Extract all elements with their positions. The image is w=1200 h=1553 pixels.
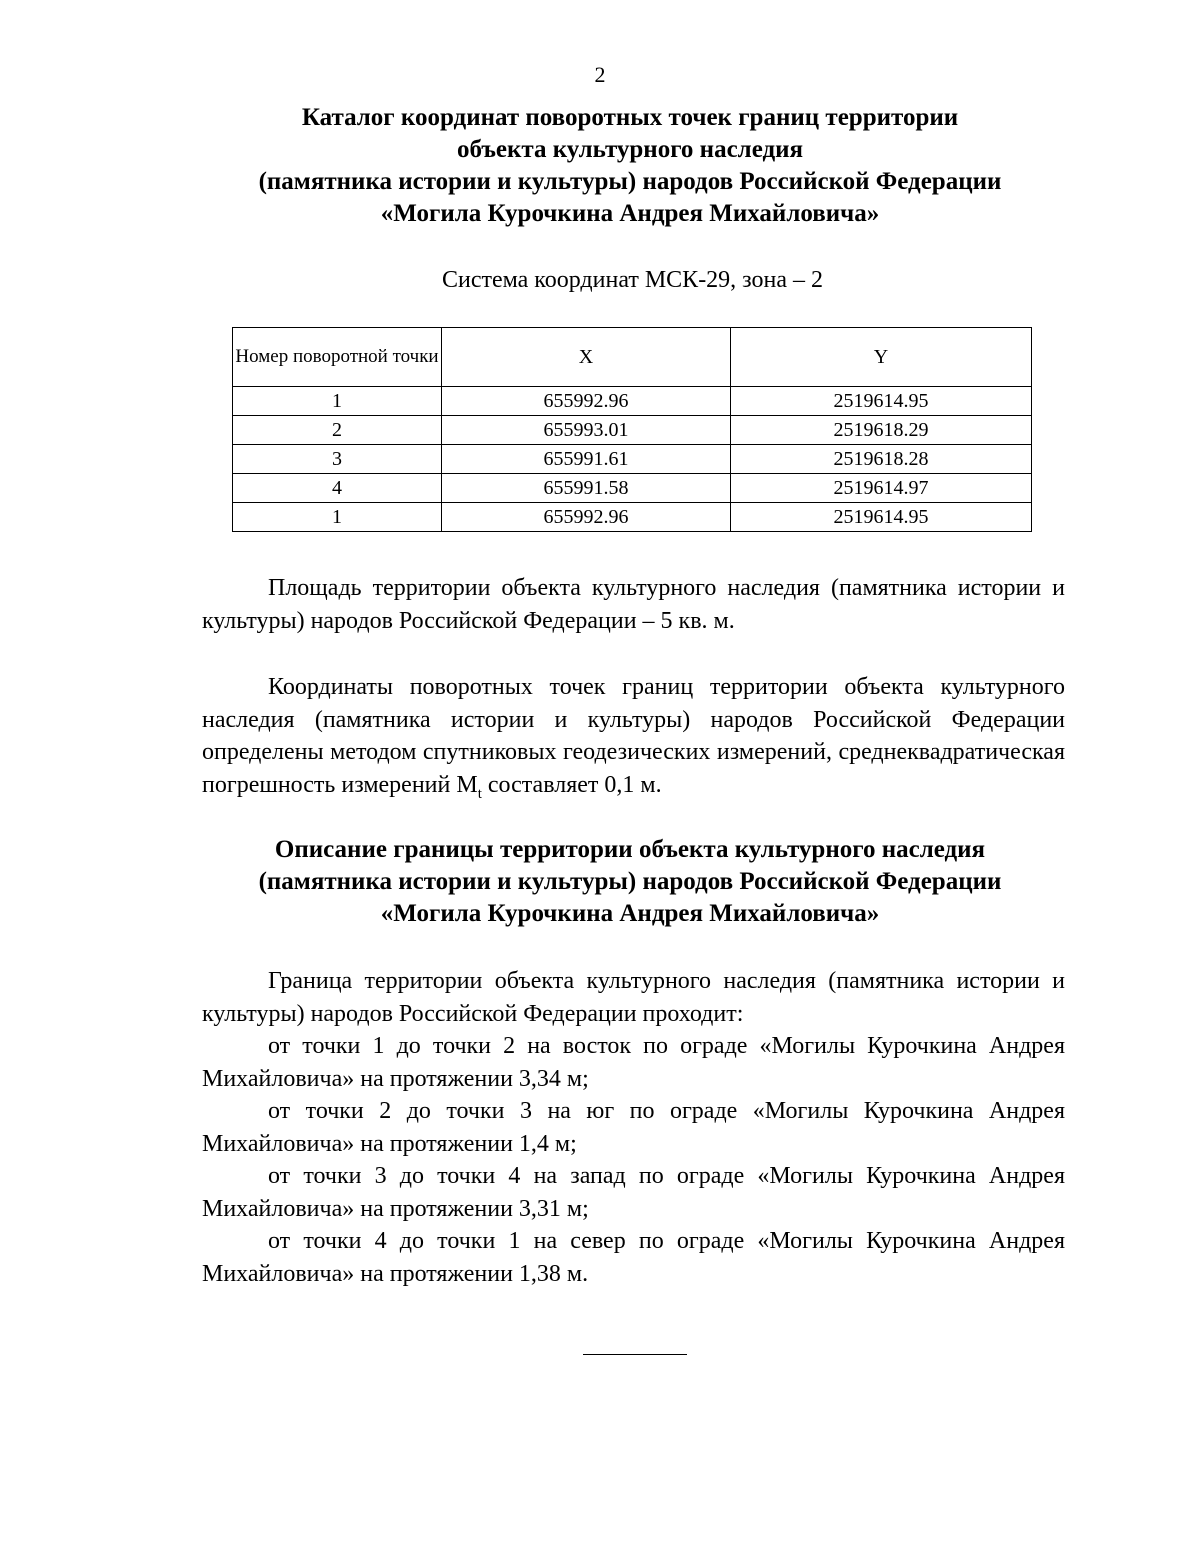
coordinates-table — [232, 327, 1032, 532]
description-heading-line: Описание границы территории объекта культурного наследия — [274, 836, 986, 863]
boundary-description — [0, 965, 1065, 1290]
table-row — [233, 387, 1032, 416]
cell-point: 4 — [233, 474, 442, 503]
table-row — [233, 503, 1032, 532]
method-text: Координаты поворотных точек границ территории объекта культурного наследия (памятника истории и культуры) народов Российской Федерации определены методом спутниковых геодезических измерений, среднеквадратическая погрешность измерений M — [202, 674, 1065, 798]
cell-point: 1 — [233, 503, 442, 532]
method-text-end: составляет 0,1 м. — [481, 771, 662, 798]
table-row — [233, 474, 1032, 503]
table-row — [233, 416, 1032, 445]
boundary-intro: Граница территории объекта культурного наследия (памятника истории и культуры) народов Российской Федерации проходит: — [202, 968, 1065, 1027]
cell-x: 655991.58 — [442, 474, 731, 503]
cell-y: 2519618.29 — [731, 416, 1032, 445]
cell-x: 655992.96 — [442, 503, 731, 532]
catalog-heading-line: объекта культурного наследия — [456, 136, 804, 163]
catalog-heading-line: «Могила Курочкина Андрея Михайловича» — [380, 200, 880, 227]
boundary-segment: от точки 4 до точки 1 на север по ограде «Могилы Курочкина Андрея Михайловича» на протяжении 1,38 м. — [202, 1228, 1065, 1287]
cell-x: 655992.96 — [442, 387, 731, 416]
page-number: 2 — [594, 62, 606, 87]
catalog-heading — [150, 102, 1110, 230]
description-heading-line: (памятника истории и культуры) народов Российской Федерации — [258, 868, 1002, 895]
area-paragraph: Площадь территории объекта культурного наследия (памятника истории и культуры) народов Российской Федерации – 5 кв. м. — [202, 575, 1065, 634]
cell-point: 1 — [233, 387, 442, 416]
boundary-segment: от точки 2 до точки 3 на юг по ограде «Могилы Курочкина Андрея Михайловича» на протяжении 1,4 м; — [202, 1098, 1065, 1157]
description-heading — [150, 834, 1110, 930]
method-subscript: t — [477, 785, 482, 802]
cell-y: 2519614.97 — [731, 474, 1032, 503]
cell-x: 655991.61 — [442, 445, 731, 474]
catalog-heading-line: Каталог координат поворотных точек границ территории — [301, 104, 959, 131]
header-point-number: Номер поворотной точки — [233, 328, 442, 387]
method-paragraph — [202, 671, 1065, 810]
table-header-row — [233, 328, 1032, 387]
header-x: X — [442, 328, 731, 387]
boundary-segment: от точки 1 до точки 2 на восток по ограде «Могилы Курочкина Андрея Михайловича» на протяжении 3,34 м; — [202, 1033, 1065, 1092]
end-rule — [583, 1354, 687, 1355]
cell-point: 3 — [233, 445, 442, 474]
cell-y: 2519614.95 — [731, 387, 1032, 416]
table-row — [233, 445, 1032, 474]
cell-y: 2519614.95 — [731, 503, 1032, 532]
catalog-heading-line: (памятника истории и культуры) народов Российской Федерации — [258, 168, 1002, 195]
cell-x: 655993.01 — [442, 416, 731, 445]
coordinate-system-label: Система координат МСК-29, зона – 2 — [441, 267, 824, 293]
description-heading-line: «Могила Курочкина Андрея Михайловича» — [380, 900, 880, 927]
boundary-segment: от точки 3 до точки 4 на запад по ограде «Могилы Курочкина Андрея Михайловича» на протяжении 3,31 м; — [202, 1163, 1065, 1222]
cell-point: 2 — [233, 416, 442, 445]
header-y: Y — [731, 328, 1032, 387]
cell-y: 2519618.28 — [731, 445, 1032, 474]
